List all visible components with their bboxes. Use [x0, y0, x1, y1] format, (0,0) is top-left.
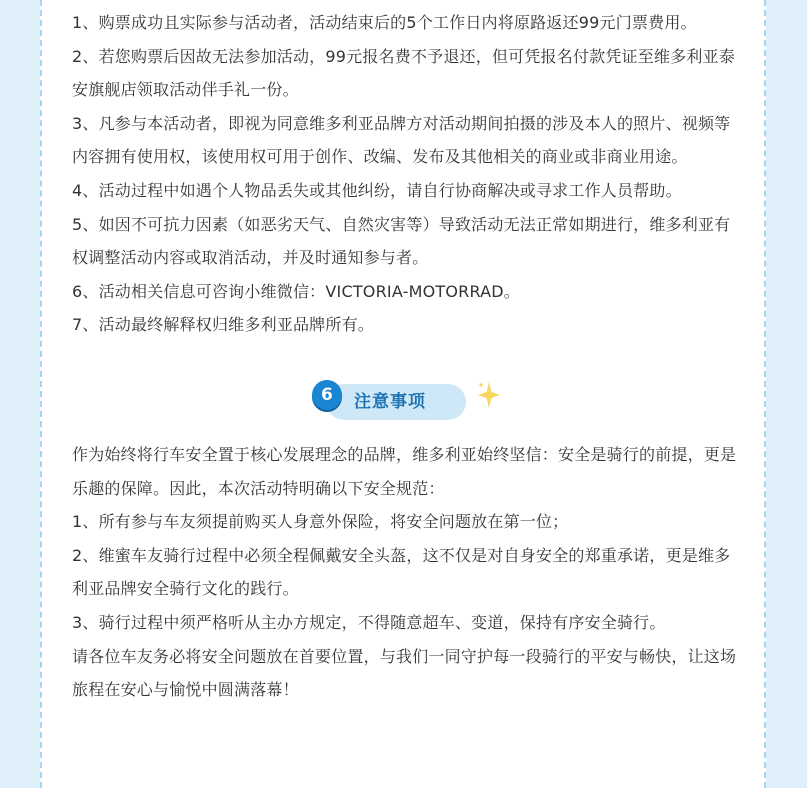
left-margin-band	[0, 0, 34, 788]
notice-item-3: 3、骑行过程中须严格听从主办方规定，不得随意超车、变道，保持有序安全骑行。	[72, 612, 666, 632]
notice-intro: 作为始终将行车安全置于核心发展理念的品牌，维多利亚始终坚信：安全是骑行的前提，更是乐趣的保障。因此，本次活动特明确以下安全规范：	[72, 444, 737, 498]
notice-item-1: 1、所有参与车友须提前购买人身意外保险，将安全问题放在第一位；	[72, 512, 569, 532]
rule-item-4: 4、活动过程中如遇个人物品丢失或其他纠纷，请自行协商解决或寻求工作人员帮助。	[72, 180, 682, 200]
rule-item-7: 7、活动最终解释权归维多利亚品牌所有。	[72, 315, 374, 335]
rule-item-6: 6、活动相关信息可咨询小维微信：VICTORIA-MOTORRAD。	[72, 281, 521, 301]
section-badge	[312, 380, 502, 424]
rule-item-3: 3、凡参与本活动者，即视为同意维多利亚品牌方对活动期间拍摄的涉及本人的照片、视频等内容拥有使用权，该使用权可用于创作、改编、发布及其他相关的商业或非商业用途。	[72, 113, 731, 167]
content-card	[40, 0, 766, 788]
star-icon	[476, 380, 502, 410]
notice-item-2: 2、维蜜车友骑行过程中必须全程佩戴安全头盔，这不仅是对自身安全的郑重承诺，更是维多利亚品牌安全骑行文化的践行。	[72, 545, 731, 599]
section-header-notice	[72, 380, 740, 424]
rule-item-5: 5、如因不可抗力因素（如恶劣天气、自然灾害等）导致活动无法正常如期进行，维多利亚有权调整活动内容或取消活动，并及时通知参与者。	[72, 214, 731, 268]
rule-item-2: 2、若您购票后因故无法参加活动，99元报名费不予退还，但可凭报名付款凭证至维多利亚泰安旗舰店领取活动伴手礼一份。	[72, 46, 735, 100]
section-title: 注意事项	[354, 391, 426, 412]
article-body	[72, 6, 740, 707]
rule-item-1: 1、购票成功且实际参与活动者，活动结束后的5个工作日内将原路返还99元门票费用。	[72, 13, 697, 32]
notice-closing: 请各位车友务必将安全问题放在首要位置，与我们一同守护每一段骑行的平安与畅快，让这场旅程在安心与愉悦中圆满落幕！	[72, 646, 737, 700]
right-margin-band	[773, 0, 807, 788]
section-spacer	[72, 342, 740, 380]
section-number: 6	[312, 380, 342, 410]
